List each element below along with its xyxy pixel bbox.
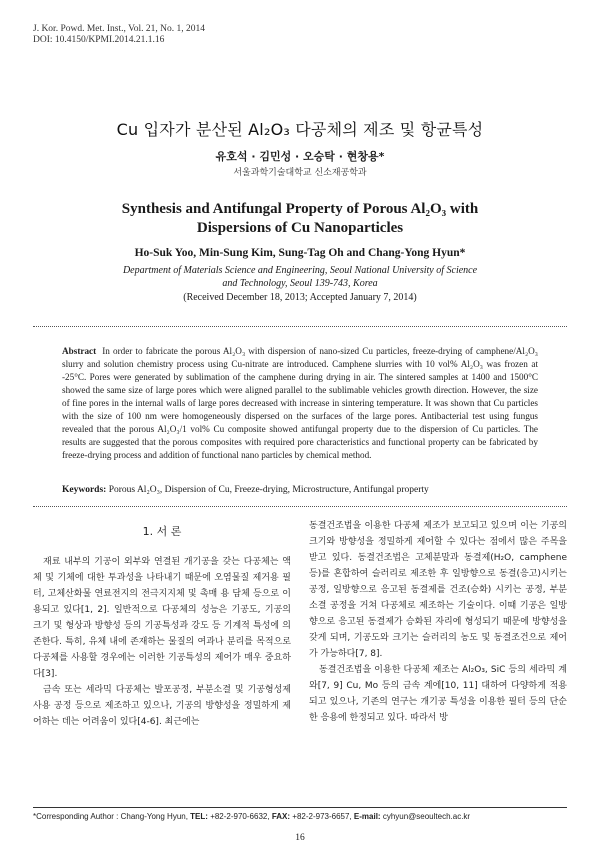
english-authors: Ho-Suk Yoo, Min-Sung Kim, Sung-Tag Oh and Chang-Yong Hyun*	[134, 247, 466, 259]
divider-bottom	[33, 506, 567, 507]
received-dates: (Received December 18, 2013; Accepted January 7, 2014)	[183, 292, 417, 303]
korean-authors: 유호석 · 김민성 · 오승탁 · 현창용*	[215, 150, 385, 163]
journal-doi: DOI: 10.4150/KPMI.2014.21.1.16	[33, 35, 165, 45]
paragraph: 재료 내부의 기공이 외부와 연결된 개기공을 갖는 다공체는 액체 및 기체에 대한 투과성을 나타내기 때문에 오염물질 제거용 필터, 고체산화물 연료전지의 전극지지체 및 촉매 용 담체 등으로 이용되고 있다[1, 2]. 일반적으로 다공체의 성능은 기공도, 기공의 크기 및 형상과 방향성 등의 기공특성과 강도 등 기계적 특성에 의존한다. 특히, 유체 내에 존재하는 물질의 여과나 분리를 목적으로 다공체를 사용할 경우에는 이러한 기공특성의 제어가 매우 중요하다[3].	[33, 557, 291, 679]
footnote-tel-label: TEL:	[190, 812, 208, 821]
korean-affiliation: 서울과학기술대학교 신소재공학과	[233, 168, 367, 178]
keywords-text: Porous Al₂O₃, Dispersion of Cu, Freeze-drying, Microstructure, Antifungal property	[108, 485, 429, 495]
english-title	[60, 200, 540, 238]
body-column-left	[33, 554, 291, 730]
corresponding-author-footnote	[33, 812, 470, 821]
korean-title: Cu 입자가 분산된 Al₂O₃ 다공체의 제조 및 항균특성	[116, 120, 484, 139]
paragraph: 동결건조법을 이용한 다공체 제조는 Al₂O₃, SiC 등의 세라믹 계와[7, 9] Cu, Mo 등의 금속 계에[10, 11] 대하여 다양하게 적용되고 있으나, 기존의 연구는 개기공 특성을 이용한 필터 등의 단순한 응용에 한정되고 있다. 따라서 방	[309, 665, 567, 723]
abstract-text: In order to fabricate the porous Al₂O₃ with dispersion of nano-sized Cu particles, freeze-drying of camphene/Al₂O₃ slurry and solution chemistry process using Cu-nitrate are introduced. Camphene slurries with 10 vol% Al₂O₃ was frozen at -25°C. Pores were generated by sublimation of the camphene during drying in air. The sintered samples at 1400 and 1500°C showed the same size of large pores which were aligned parallel to the sublimable vehicles growth direction. However, the size of fine pores in the internal walls of large pores decreased with increase in sintering temperature. It was shown that Cu particles with the size of 100 nm were homogeneously dispersed on the surfaces of the large pores. Antibacterial test using fungus revealed that the porous Al₂O₃/1 vol% Cu composite showed antifungal property due to the dispersion of Cu particles. The results are suggested that the porous composites with required pore characteristics and functional property can be fabricated by freeze-drying process and addition of functional nano particles by chemical method.	[62, 346, 538, 460]
english-affiliation-line2: and Technology, Seoul 139-743, Korea	[222, 278, 378, 289]
keywords	[62, 485, 538, 495]
page-number: 16	[295, 833, 305, 843]
keywords-label: Keywords:	[62, 485, 107, 495]
footnote-tel: +82-2-970-6632,	[210, 812, 270, 821]
footnote-name: Chang-Yong Hyun,	[120, 812, 188, 821]
english-affiliation-line1: Department of Materials Science and Engineering, Seoul National University of Science	[122, 265, 478, 276]
english-title-line2: Dispersions of Cu Nanoparticles	[196, 220, 404, 236]
paragraph: 동결건조법을 이용한 다공체 제조가 보고되고 있으며 이는 기공의 크기와 방향성을 정밀하게 제어할 수 있다는 점에서 많은 주목을 받고 있다. 동결건조법은 고체분말과 동결제(H₂O, camphene 등)를 혼합하여 슬러리로 제조한 후 일방향으로 동결(응고)시키는 공정, 일방향으로 응고된 동결제를 건조(승화) 시키는 공정, 부분소결 공정을 거쳐 다공체로 제조하는 기술이다. 이때 기공은 일방향으로 응고된 동결제가 승화된 자리에 형성되기 때문에 방향성을 갖게 되며, 기공도와 크기는 슬러리의 농도 및 동결조건으로 제어가 가능하다[7, 8].	[309, 521, 567, 659]
journal-citation: J. Kor. Powd. Met. Inst., Vol. 21, No. 1, 2014	[33, 24, 205, 34]
english-affiliation	[60, 264, 540, 290]
footnote-fax-label: FAX:	[271, 812, 291, 821]
abstract	[62, 345, 538, 462]
divider-top	[33, 326, 567, 327]
abstract-label: Abstract	[62, 346, 97, 356]
footnote-label: *Corresponding Author :	[33, 812, 119, 821]
footnote-email-label: E-mail:	[353, 812, 381, 821]
body-column-right	[309, 518, 567, 726]
journal-header	[33, 24, 205, 46]
footnote-email: cyhyun@seoultech.ac.kr	[382, 812, 471, 821]
footnote-fax: +82-2-973-6657,	[292, 812, 352, 821]
section-heading-introduction: 1. 서 론	[142, 525, 182, 538]
paragraph: 금속 또는 세라믹 다공체는 발포공정, 부분소결 및 기공형성제 사용 공정 등으로 제조하고 있으나, 기공의 방향성을 정밀하게 제어하는 데는 어려움이 있다[4-6]. 최근에는	[33, 685, 291, 727]
english-title-line1: Synthesis and Antifungal Property of Porous Al₂O₃ with	[121, 201, 479, 217]
footnote-rule	[33, 807, 567, 808]
